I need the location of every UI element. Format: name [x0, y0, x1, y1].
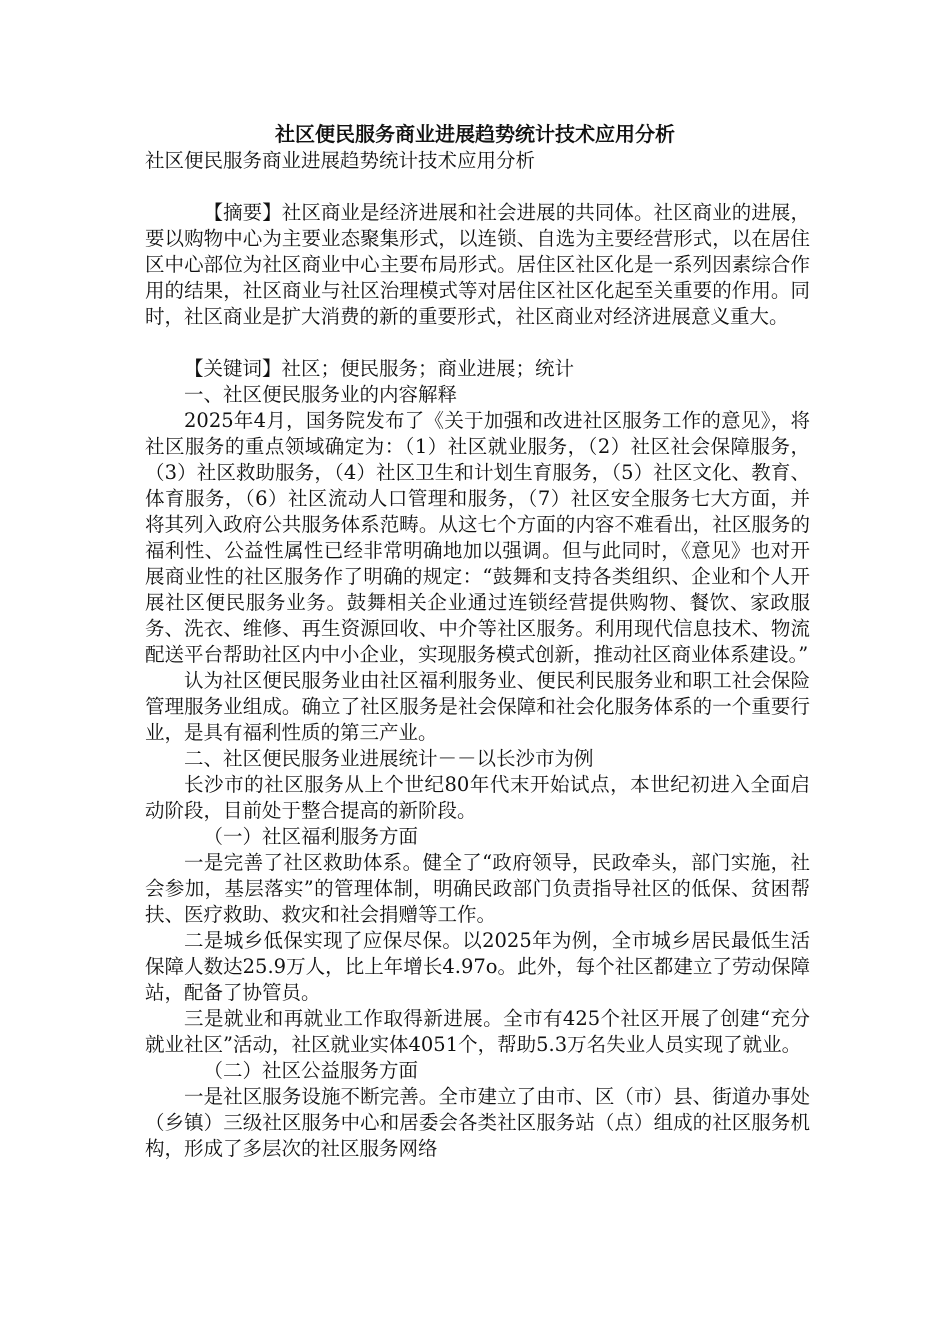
subsection-heading: （一）社区福利服务方面	[203, 825, 419, 848]
abstract-paragraph: 【摘要】社区商业是经济进展和社会进展的共同体。社区商业的进展，要以购物中心为主要业态聚集形式，以连锁、自选为主要经营形式，以在居住区中心部位为社区商业中心主要布局形式。居住区社区化是一系列因素综合作用的结果，社区商业与社区治理模式等对居住区社区化起至关重要的作用。同时，社区商业是扩大消费的新的重要形式，社区商业对经济进展意义重大。	[145, 201, 810, 328]
body-paragraph: 一是完善了社区救助体系。健全了“政府领导，民政牵头，部门实施，社会参加，基层落实”的管理体制，明确民政部门负责指导社区的低保、贫困帮扶、医疗救助、救灾和社会捐赠等工作。	[145, 851, 810, 926]
section-heading: 二、社区便民服务业进展统计－－以长沙市为例	[184, 747, 594, 770]
document-body	[145, 148, 810, 1162]
body-paragraph: 二是城乡低保实现了应保尽保。以2025年为例，全市城乡居民最低生活保障人数达25.9万人，比上年增长4.97o。此外，每个社区都建立了劳动保障站，配备了协管员。	[145, 929, 810, 1004]
section-heading: 一、社区便民服务业的内容解释	[184, 383, 458, 406]
document-subtitle: 社区便民服务商业进展趋势统计技术应用分析	[145, 149, 536, 172]
keywords-line: 【关键词】社区；便民服务；商业进展；统计	[184, 357, 575, 380]
body-paragraph: 三是就业和再就业工作取得新进展。全市有425个社区开展了创建“充分就业社区”活动，社区就业实体4051个，帮助5.3万名失业人员实现了就业。	[145, 1007, 810, 1056]
body-paragraph: 长沙市的社区服务从上个世纪80年代末开始试点，本世纪初进入全面启动阶段，目前处于整合提高的新阶段。	[145, 773, 810, 822]
blank-line	[145, 330, 810, 356]
document-title: 社区便民服务商业进展趋势统计技术应用分析	[275, 122, 675, 146]
blank-line	[145, 174, 810, 200]
body-paragraph: 2025年4月，国务院发布了《关于加强和改进社区服务工作的意见》，将社区服务的重点领域确定为：（1）社区就业服务，（2）社区社会保障服务，（3）社区救助服务，（4）社区卫生和计划生育服务，（5）社区文化、教育、体育服务，（6）社区流动人口管理和服务，（7）社区安全服务七大方面，并将其列入政府公共服务体系范畴。从这七个方面的内容不难看出，社区服务的福利性、公益性属性已经非常明确地加以强调。但与此同时，《意见》也对开展商业性的社区服务作了明确的规定：“鼓舞和支持各类组织、企业和个人开展社区便民服务业务。鼓舞相关企业通过连锁经营提供购物、餐饮、家政服务、洗衣、维修、再生资源回收、中介等社区服务。利用现代信息技术、物流配送平台帮助社区内中小企业，实现服务模式创新，推动社区商业体系建设。”	[145, 409, 810, 666]
body-paragraph: 认为社区便民服务业由社区福利服务业、便民利民服务业和职工社会保险管理服务业组成。确立了社区服务是社会保障和社会化服务体系的一个重要行业，是具有福利性质的第三产业。	[145, 669, 810, 744]
body-paragraph: 一是社区服务设施不断完善。全市建立了由市、区（市）县、街道办事处（乡镇）三级社区服务中心和居委会各类社区服务站（点）组成的社区服务机构，形成了多层次的社区服务网络	[145, 1085, 810, 1160]
subsection-heading: （二）社区公益服务方面	[203, 1059, 419, 1082]
